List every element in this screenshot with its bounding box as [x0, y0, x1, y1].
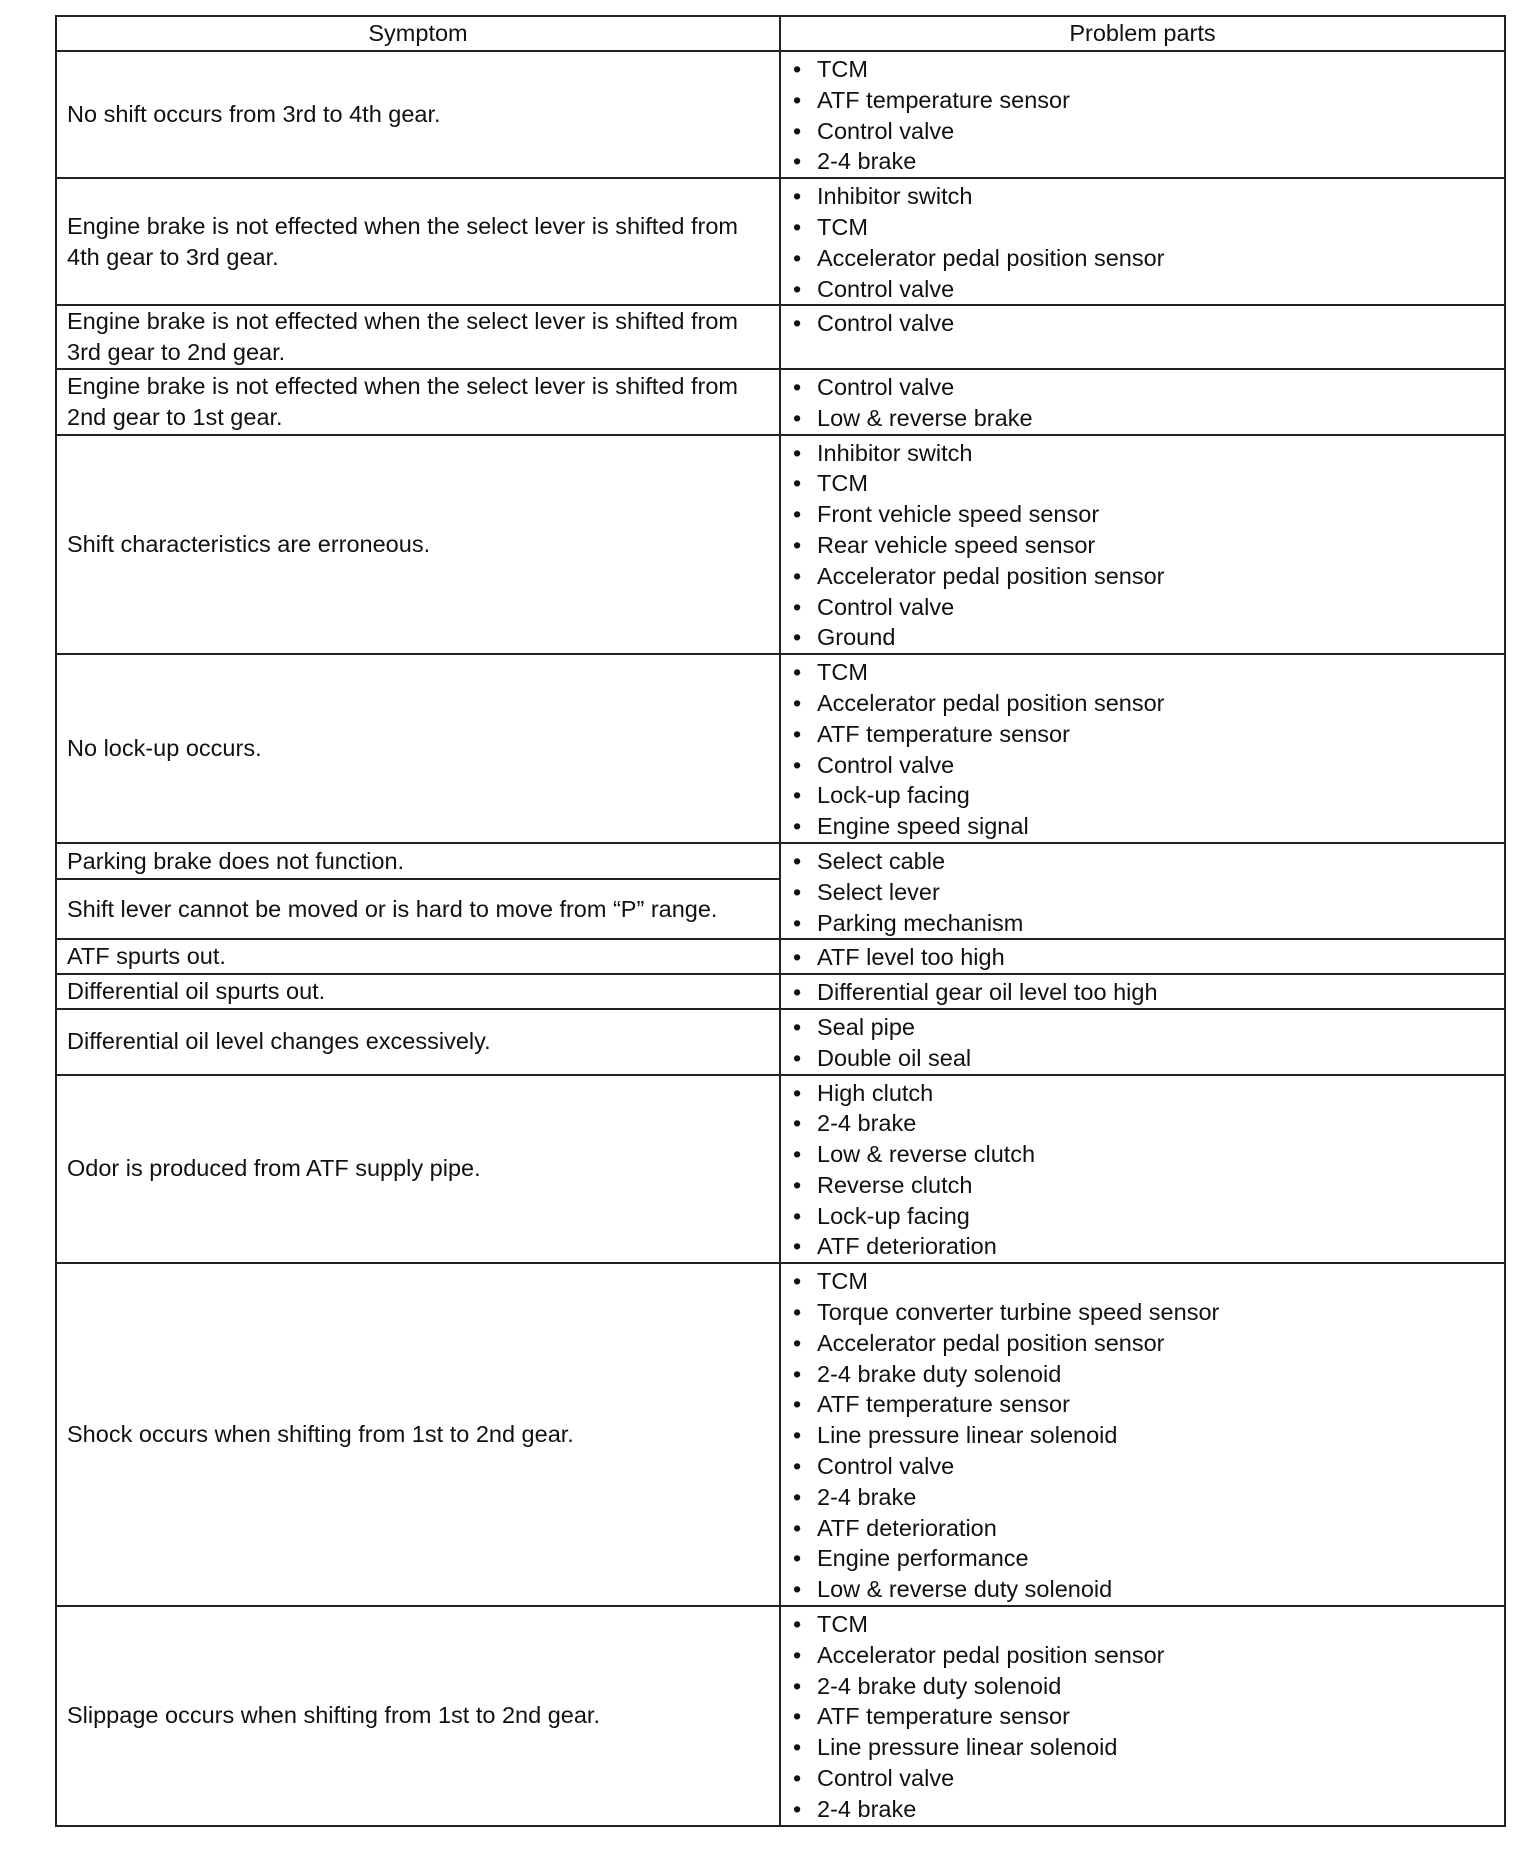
- symptom-cell: ATF spurts out.: [56, 939, 780, 974]
- problem-part-item: • Rear vehicle speed sensor: [791, 530, 1494, 561]
- header-symptom: Symptom: [56, 16, 780, 51]
- problem-part-item: • Accelerator pedal position sensor: [791, 1640, 1494, 1671]
- problem-parts-cell: [780, 51, 1505, 178]
- problem-parts-list: [791, 372, 1494, 434]
- symptom-cell: Shift characteristics are erroneous.: [56, 435, 780, 655]
- problem-parts-list: [791, 942, 1494, 973]
- problem-part-item: • ATF level too high: [791, 942, 1494, 973]
- problem-part-item: • Lock-up facing: [791, 1201, 1494, 1232]
- problem-part-item: • Low & reverse clutch: [791, 1139, 1494, 1170]
- symptom-cell: Engine brake is not effected when the select lever is shifted from 2nd gear to 1st gear.: [56, 369, 780, 435]
- problem-part-item: • Engine speed signal: [791, 811, 1494, 842]
- document-page: [55, 15, 1506, 1827]
- problem-part-item: • Ground: [791, 622, 1494, 653]
- problem-part-item: • TCM: [791, 468, 1494, 499]
- problem-part-item: • Control valve: [791, 1451, 1494, 1482]
- problem-part-item: • Control valve: [791, 592, 1494, 623]
- problem-part-item: • Accelerator pedal position sensor: [791, 561, 1494, 592]
- problem-part-item: • Accelerator pedal position sensor: [791, 243, 1494, 274]
- problem-part-item: • Torque converter turbine speed sensor: [791, 1297, 1494, 1328]
- problem-parts-list: [791, 1609, 1494, 1825]
- problem-part-item: • Control valve: [791, 274, 1494, 305]
- problem-part-item: • ATF temperature sensor: [791, 85, 1494, 116]
- problem-part-item: • ATF temperature sensor: [791, 1701, 1494, 1732]
- symptom-cell: Engine brake is not effected when the select lever is shifted from 4th gear to 3rd gear.: [56, 178, 780, 305]
- problem-parts-cell: [780, 843, 1505, 939]
- problem-part-item: • Lock-up facing: [791, 780, 1494, 811]
- problem-part-item: • Front vehicle speed sensor: [791, 499, 1494, 530]
- table-row: [56, 305, 1505, 369]
- problem-parts-list: [791, 1078, 1494, 1263]
- problem-part-item: • TCM: [791, 657, 1494, 688]
- table-row: [56, 1009, 1505, 1075]
- problem-parts-cell: [780, 974, 1505, 1009]
- problem-part-item: • Inhibitor switch: [791, 181, 1494, 212]
- symptom-cell: No lock-up occurs.: [56, 654, 780, 843]
- table-row: [56, 843, 1505, 879]
- problem-parts-cell: [780, 305, 1505, 369]
- problem-parts-list: [791, 977, 1494, 1008]
- problem-part-item: • Control valve: [791, 750, 1494, 781]
- problem-part-item: • 2-4 brake duty solenoid: [791, 1359, 1494, 1390]
- problem-parts-list: [791, 1266, 1494, 1605]
- problem-part-item: • Select lever: [791, 877, 1494, 908]
- symptom-cell: Shift lever cannot be moved or is hard to move from “P” range.: [56, 879, 780, 939]
- problem-part-item: • 2-4 brake duty solenoid: [791, 1671, 1494, 1702]
- table-body: [56, 51, 1505, 1826]
- problem-part-item: • ATF temperature sensor: [791, 719, 1494, 750]
- problem-part-item: • TCM: [791, 54, 1494, 85]
- problem-part-item: • Control valve: [791, 1763, 1494, 1794]
- problem-part-item: • 2-4 brake: [791, 1482, 1494, 1513]
- table-row: [56, 369, 1505, 435]
- table-row: [56, 435, 1505, 655]
- problem-part-item: • Control valve: [791, 116, 1494, 147]
- problem-parts-list: [791, 181, 1494, 304]
- problem-parts-cell: [780, 178, 1505, 305]
- problem-parts-cell: [780, 435, 1505, 655]
- problem-part-item: • 2-4 brake: [791, 146, 1494, 177]
- problem-part-item: • Double oil seal: [791, 1043, 1494, 1074]
- problem-part-item: • Low & reverse duty solenoid: [791, 1574, 1494, 1605]
- table-row: [56, 178, 1505, 305]
- symptom-table: [55, 15, 1506, 1827]
- header-problem-parts: Problem parts: [780, 16, 1505, 51]
- problem-part-item: • Select cable: [791, 846, 1494, 877]
- problem-part-item: • ATF temperature sensor: [791, 1389, 1494, 1420]
- problem-part-item: • High clutch: [791, 1078, 1494, 1109]
- problem-parts-list: [791, 1012, 1494, 1074]
- table-row: [56, 974, 1505, 1009]
- problem-part-item: • Low & reverse brake: [791, 403, 1494, 434]
- problem-parts-cell: [780, 1009, 1505, 1075]
- symptom-cell: Differential oil spurts out.: [56, 974, 780, 1009]
- problem-parts-list: [791, 657, 1494, 842]
- problem-part-item: • Parking mechanism: [791, 908, 1494, 939]
- table-row: [56, 939, 1505, 974]
- problem-parts-list: [791, 308, 1494, 339]
- problem-part-item: • TCM: [791, 1266, 1494, 1297]
- problem-parts-cell: [780, 939, 1505, 974]
- problem-part-item: • Line pressure linear solenoid: [791, 1420, 1494, 1451]
- symptom-cell: Slippage occurs when shifting from 1st to 2nd gear.: [56, 1606, 780, 1826]
- problem-part-item: • 2-4 brake: [791, 1794, 1494, 1825]
- problem-parts-cell: [780, 1075, 1505, 1264]
- problem-part-item: • Inhibitor switch: [791, 438, 1494, 469]
- symptom-cell: Differential oil level changes excessively.: [56, 1009, 780, 1075]
- problem-parts-cell: [780, 654, 1505, 843]
- table-header-row: [56, 16, 1505, 51]
- problem-part-item: • Engine performance: [791, 1543, 1494, 1574]
- problem-part-item: • TCM: [791, 1609, 1494, 1640]
- problem-part-item: • Seal pipe: [791, 1012, 1494, 1043]
- table-row: [56, 1606, 1505, 1826]
- symptom-cell: Shock occurs when shifting from 1st to 2nd gear.: [56, 1263, 780, 1606]
- problem-part-item: • Line pressure linear solenoid: [791, 1732, 1494, 1763]
- problem-part-item: • Accelerator pedal position sensor: [791, 1328, 1494, 1359]
- problem-part-item: • ATF deterioration: [791, 1513, 1494, 1544]
- symptom-cell: Odor is produced from ATF supply pipe.: [56, 1075, 780, 1264]
- problem-parts-list: [791, 438, 1494, 654]
- problem-part-item: • Reverse clutch: [791, 1170, 1494, 1201]
- problem-part-item: • ATF deterioration: [791, 1231, 1494, 1262]
- problem-parts-list: [791, 846, 1494, 938]
- problem-parts-list: [791, 54, 1494, 177]
- table-row: [56, 654, 1505, 843]
- problem-part-item: • Control valve: [791, 372, 1494, 403]
- symptom-cell: Parking brake does not function.: [56, 843, 780, 879]
- problem-parts-cell: [780, 1606, 1505, 1826]
- problem-part-item: • 2-4 brake: [791, 1108, 1494, 1139]
- symptom-cell: No shift occurs from 3rd to 4th gear.: [56, 51, 780, 178]
- problem-parts-cell: [780, 1263, 1505, 1606]
- table-row: [56, 1075, 1505, 1264]
- symptom-cell: Engine brake is not effected when the select lever is shifted from 3rd gear to 2nd gear.: [56, 305, 780, 369]
- table-row: [56, 1263, 1505, 1606]
- problem-part-item: • TCM: [791, 212, 1494, 243]
- problem-part-item: • Differential gear oil level too high: [791, 977, 1494, 1008]
- problem-part-item: • Accelerator pedal position sensor: [791, 688, 1494, 719]
- problem-part-item: • Control valve: [791, 308, 1494, 339]
- table-row: [56, 51, 1505, 178]
- problem-parts-cell: [780, 369, 1505, 435]
